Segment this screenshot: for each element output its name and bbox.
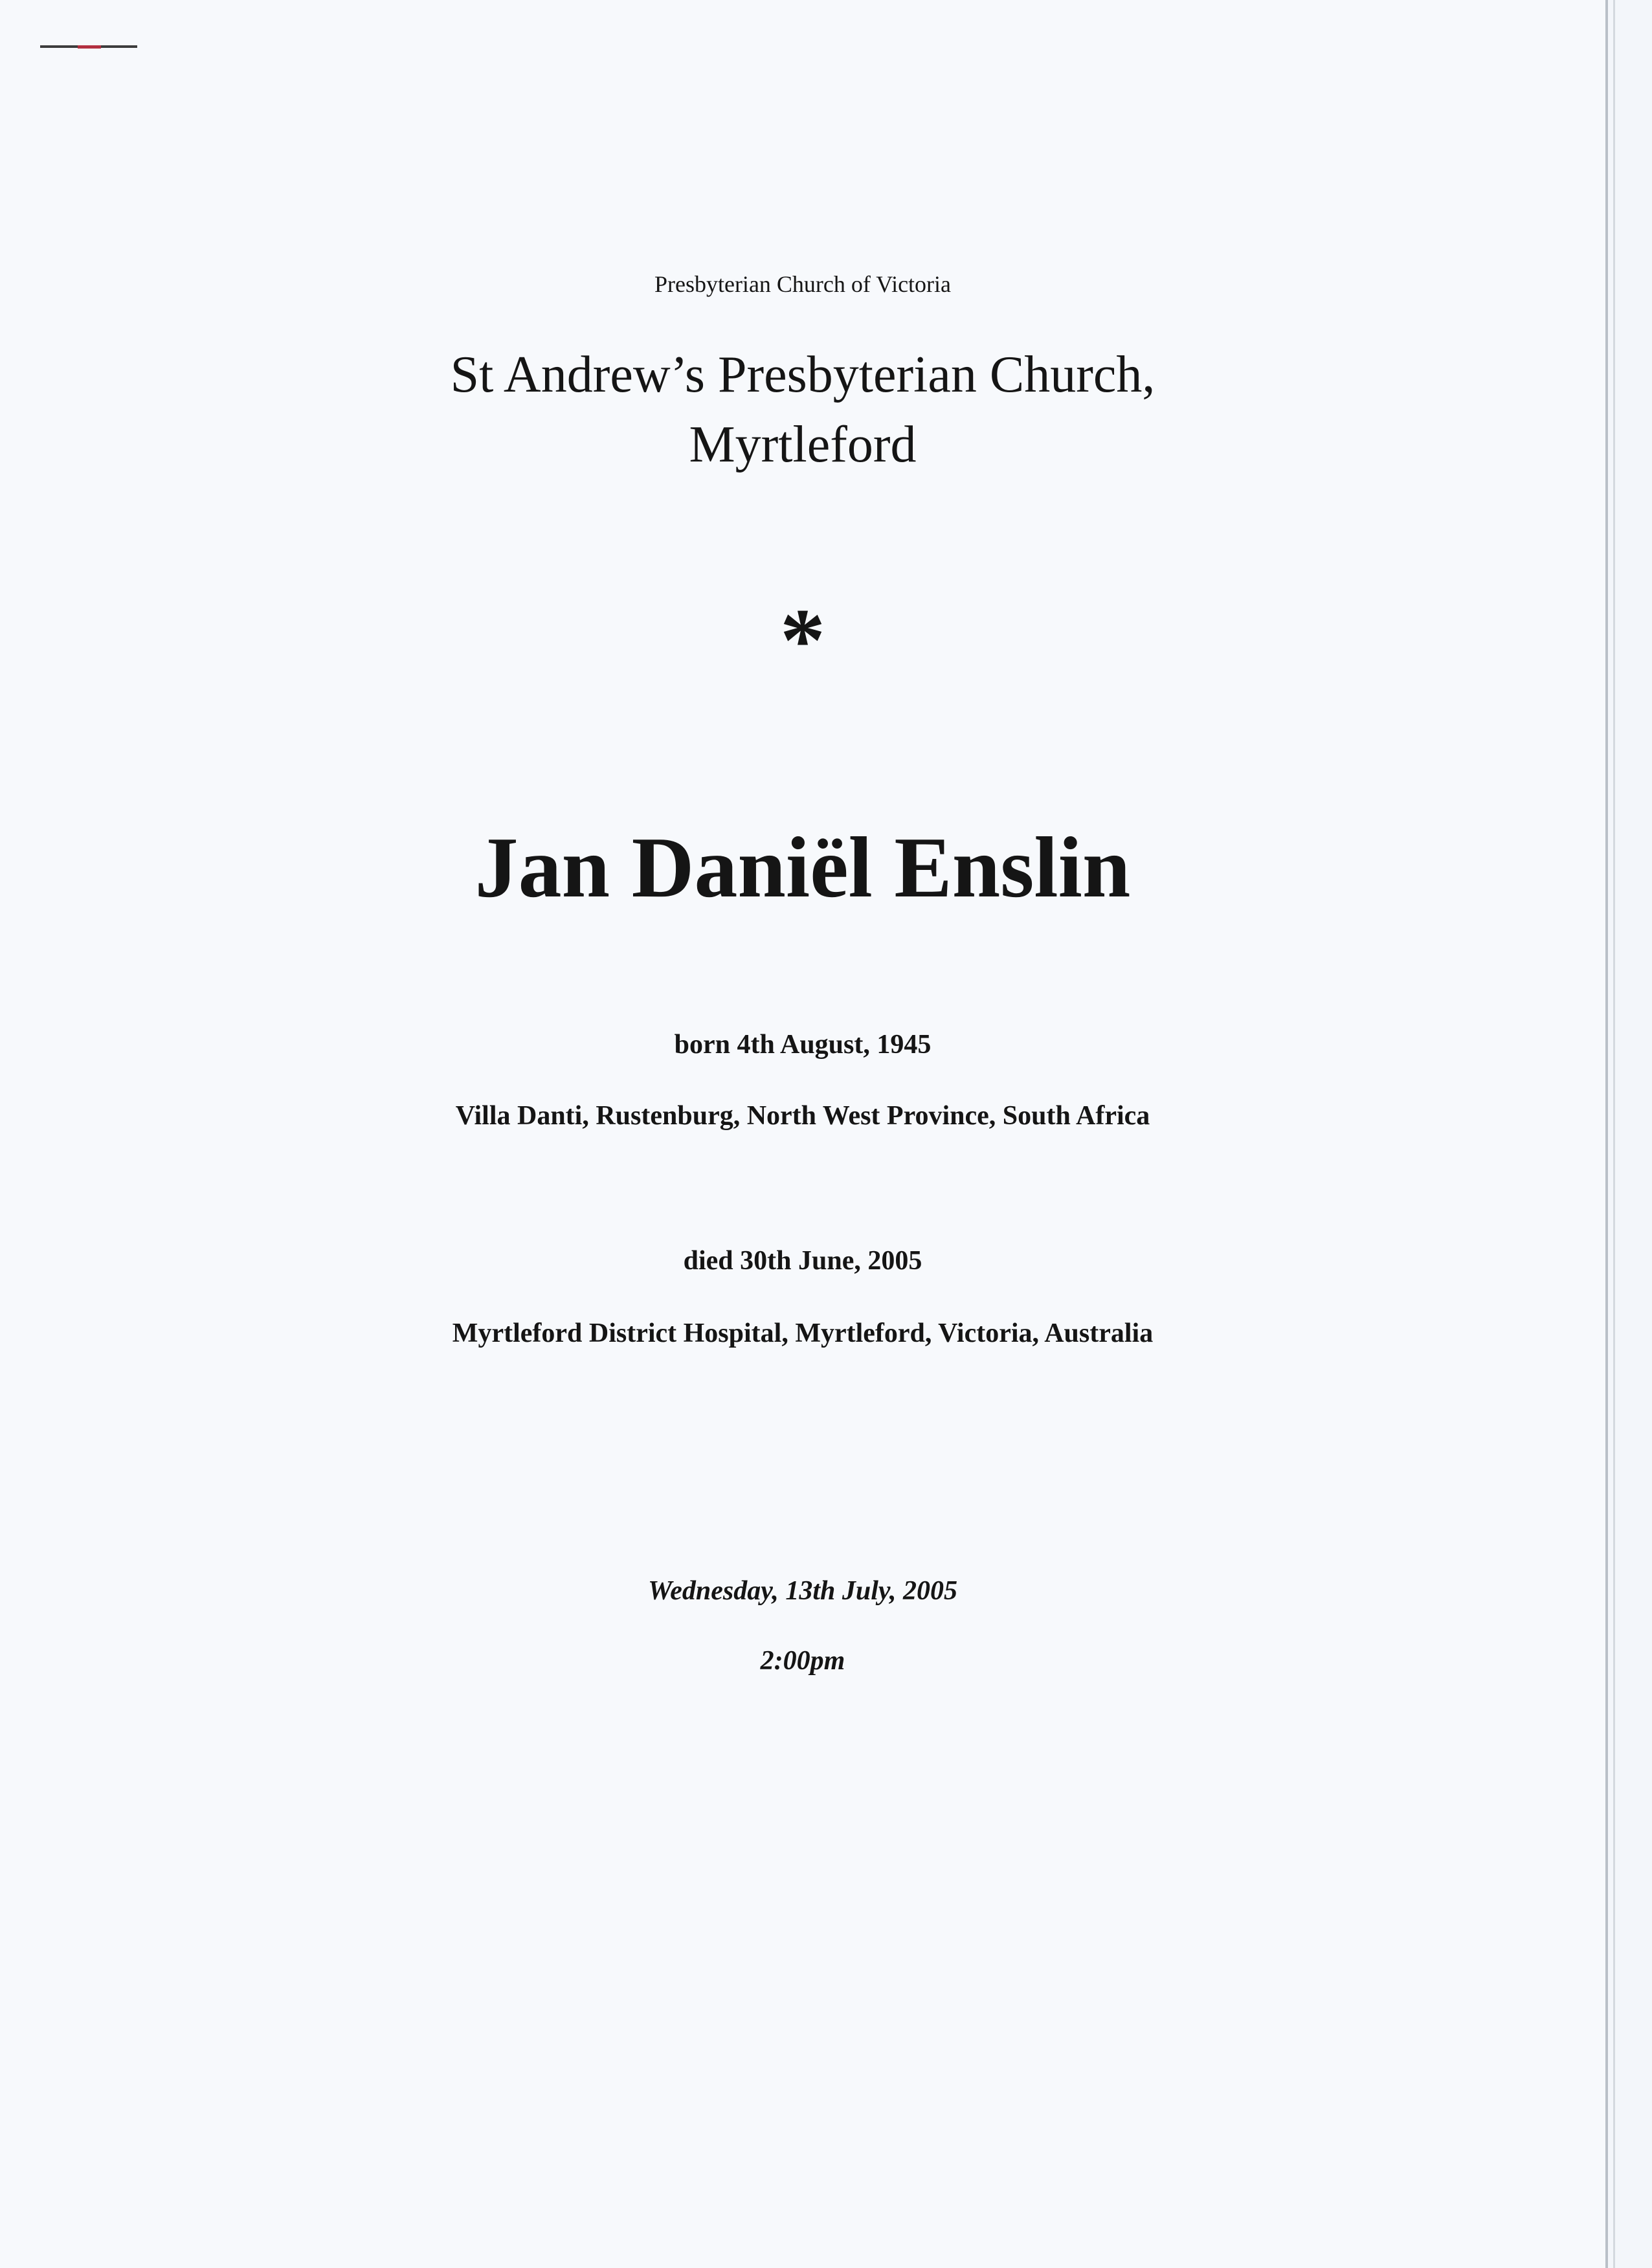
- church-name-line2: Myrtleford: [689, 416, 917, 473]
- church-name-line1: St Andrew’s Presbyterian Church,: [450, 346, 1155, 403]
- church-title: [0, 340, 1605, 480]
- service-time: 2:00pm: [760, 1646, 845, 1676]
- deceased-name: Jan Daniël Enslin: [474, 819, 1131, 915]
- page-edge: [1605, 0, 1608, 2268]
- page-edge-shadow: [1613, 0, 1615, 2268]
- died-date: died 30th June, 2005: [683, 1246, 922, 1276]
- service-date: Wednesday, 13th July, 2005: [648, 1576, 957, 1606]
- died-place: Myrtleford District Hospital, Myrtleford, Victoria, Australia: [452, 1318, 1154, 1348]
- born-place: Villa Danti, Rustenburg, North West Province, South Africa: [455, 1101, 1150, 1131]
- church-body: Presbyterian Church of Victoria: [654, 271, 952, 297]
- scan-mark-red: [78, 45, 101, 49]
- asterisk-ornament: *: [780, 590, 825, 691]
- born-date: born 4th August, 1945: [674, 1030, 932, 1060]
